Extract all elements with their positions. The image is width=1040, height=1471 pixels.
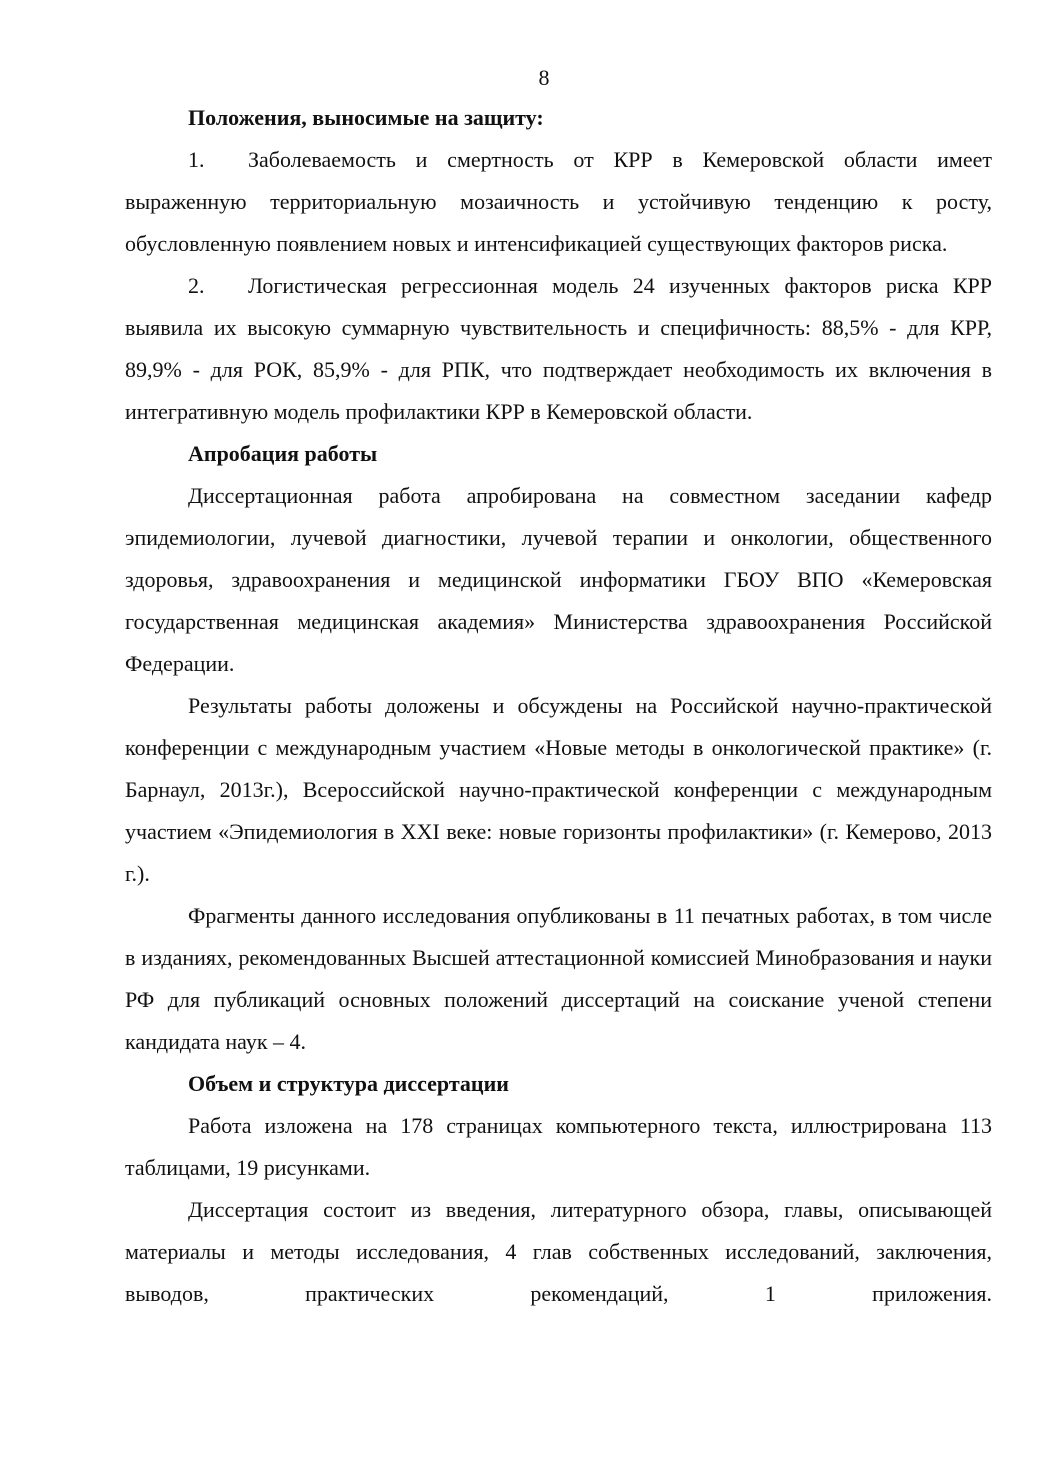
defense-item-2 (125, 265, 992, 433)
defense-heading: Положения, выносимые на защиту: (188, 105, 544, 130)
page-content (125, 97, 992, 1315)
volume-paragraph: Работа изложена на 178 страницах компьютерного текста, иллюстрирована 113 таблицами, 19 рисунками. (125, 1113, 992, 1180)
publications-paragraph: Фрагменты данного исследования опубликованы в 11 печатных работах, в том числе в изданиях, рекомендованных Высшей аттестационной комиссией Минобразования и науки РФ для публикаций основных положений диссертаций на соискание ученой степени кандидата наук – 4. (125, 903, 992, 1054)
item-text: Логистическая регрессионная модель 24 изученных факторов риска КРР выявила их высокую суммарную чувствительность и специфичность: 88,5% - для КРР, 89,9% - для РОК, 85,9% - для РПК, что подтверждает необходимость их включения в интегративную модель профилактики КРР в Кемеровской области. (125, 273, 992, 424)
page-number: 8 (538, 65, 550, 90)
approbation-heading: Апробация работы (188, 441, 378, 466)
results-paragraph: Результаты работы доложены и обсуждены на Российской научно-практической конференции с международным участием «Новые методы в онкологической практике» (г. Барнаул, 2013г.), Всероссийской научно-практической конференции с международным участием «Эпидемиология в XXI веке: новые горизонты профилактики» (г. Кемерово, 2013 г.). (125, 693, 992, 886)
item-text: Заболеваемость и смертность от КРР в Кемеровской области имеет выраженную территориальную мозаичность и устойчивую тенденцию к росту, обусловленную появлением новых и интенсификацией существующих факторов риска. (125, 147, 992, 256)
item-number: 2. (188, 273, 205, 298)
structure-paragraph: Диссертация состоит из введения, литературного обзора, главы, описывающей материалы и методы исследования, 4 глав собственных исследований, заключения, выводов, практических рекомендаций, 1 приложения. (125, 1197, 992, 1306)
defense-item-1 (125, 139, 992, 265)
item-number: 1. (188, 147, 205, 172)
approbation-paragraph: Диссертационная работа апробирована на совместном заседании кафедр эпидемиологии, лучевой диагностики, лучевой терапии и онкологии, общественного здоровья, здравоохранения и медицинской информатики ГБОУ ВПО «Кемеровская государственная медицинская академия» Министерства здравоохранения Российской Федерации. (125, 483, 992, 676)
structure-heading: Объем и структура диссертации (188, 1071, 509, 1096)
